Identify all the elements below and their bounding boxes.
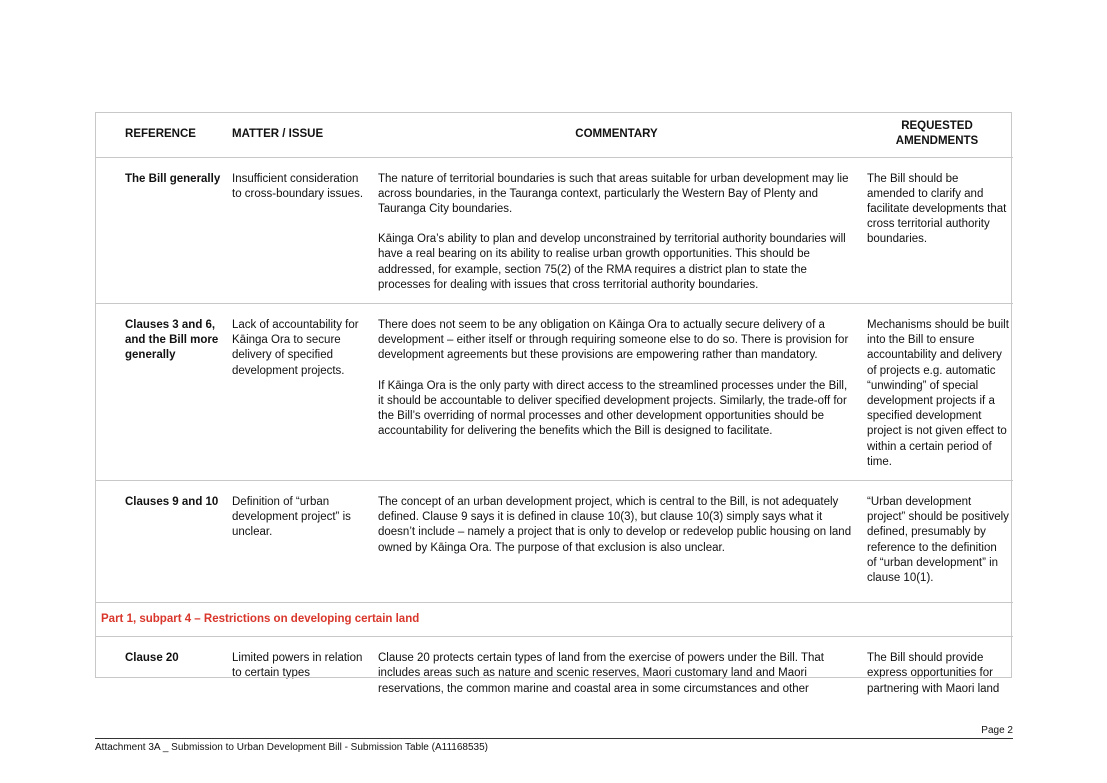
row-amendments: “Urban development project” should be positively defined, presumably by reference to the definition of “urban development” in clause 10(1).: [861, 480, 1013, 602]
table-row: [95, 637, 1013, 707]
commentary-paragraph: There does not seem to be any obligation on Kāinga Ora to actually secure delivery of a development – either itself or through requiring someone else to do so. There is provision for development agreements but these provisions are empowering rather than mandatory.: [378, 318, 849, 362]
table-row: [95, 480, 1013, 602]
commentary-paragraph: Kāinga Ora’s ability to plan and develop unconstrained by territorial authority boundaries will have a real bearing on its ability to realise urban growth opportunities. This should be addressed, for example, section 75(2) of the RMA requires a district plan to state the processes for dealing with issues that cross territorial authority boundaries.: [378, 233, 846, 291]
table-row: [95, 157, 1013, 303]
row-commentary: [372, 480, 861, 602]
header-requested-amendments: [861, 112, 1013, 157]
header-amendments-line2: AMENDMENTS: [895, 135, 979, 148]
commentary-paragraph: The concept of an urban development project, which is central to the Bill, is not adequately defined. Clause 9 says it is defined in clause 10(3), but clause 10(3) simply says what it doesn’t include – namely a project that is only to develop or redevelop public housing on land owned by Kāinga Ora. The purpose of that exclusion is also unclear.: [378, 495, 852, 554]
header-commentary: COMMENTARY: [372, 112, 861, 157]
footer-text: Attachment 3A _ Submission to Urban Development Bill - Submission Table (A11168535): [95, 742, 488, 753]
row-commentary: [372, 303, 861, 480]
table-row: [95, 303, 1013, 480]
submission-table: [95, 112, 1013, 707]
header-reference: REFERENCE: [95, 112, 226, 157]
row-amendments: Mechanisms should be built into the Bill to ensure accountability and delivery of projects e.g. automatic “unwinding” of special development projects if a specified development project is not given effect to within a certain period of time.: [861, 303, 1013, 480]
row-reference: Clauses 9 and 10: [95, 480, 226, 602]
row-commentary: [372, 637, 861, 707]
row-matter: Lack of accountability for Kāinga Ora to secure delivery of specified development projects.: [226, 303, 372, 480]
header-matter-issue: MATTER / ISSUE: [226, 112, 372, 157]
row-amendments: The Bill should be amended to clarify and facilitate developments that cross territorial authority boundaries.: [861, 157, 1013, 303]
commentary-paragraph: The nature of territorial boundaries is such that areas suitable for urban development may lie across boundaries, in the Tauranga context, particularly the Western Bay of Plenty and Tauranga City boundaries.: [378, 172, 849, 215]
row-matter: Limited powers in relation to certain types: [232, 652, 363, 680]
table-header-row: [95, 112, 1013, 157]
row-reference: Clauses 3 and 6, and the Bill more generally: [95, 303, 226, 480]
section-heading-row: [95, 602, 1013, 636]
row-reference: The Bill generally: [95, 157, 226, 303]
commentary-paragraph: Clause 20 protects certain types of land from the exercise of powers under the Bill. That includes areas such as nature and scenic reserves, Maori customary land and Maori reservations, the common marine and coastal area in some circumstances and other: [378, 652, 824, 695]
row-reference: Clause 20: [125, 652, 179, 665]
row-matter: Insufficient consideration to cross-boundary issues.: [226, 157, 372, 303]
row-amendments: The Bill should provide express opportunities for partnering with Maori land: [867, 652, 1000, 695]
page-number: Page 2: [981, 725, 1013, 736]
row-matter: Definition of “urban development project” is unclear.: [226, 480, 372, 602]
row-commentary: [372, 157, 861, 303]
footer-divider: [95, 738, 1013, 739]
commentary-paragraph: If Kāinga Ora is the only party with direct access to the streamlined processes under the Bill, it should be accountable to deliver specified development projects. Similarly, the trade-off for the Bill’s overriding of normal processes and other development opportunities should be accountability for delivering the benefits which the Bill is designed to facilitate.: [378, 379, 848, 438]
section-heading: Part 1, subpart 4 – Restrictions on developing certain land: [95, 602, 1013, 636]
header-amendments-line1: REQUESTED: [901, 120, 973, 133]
